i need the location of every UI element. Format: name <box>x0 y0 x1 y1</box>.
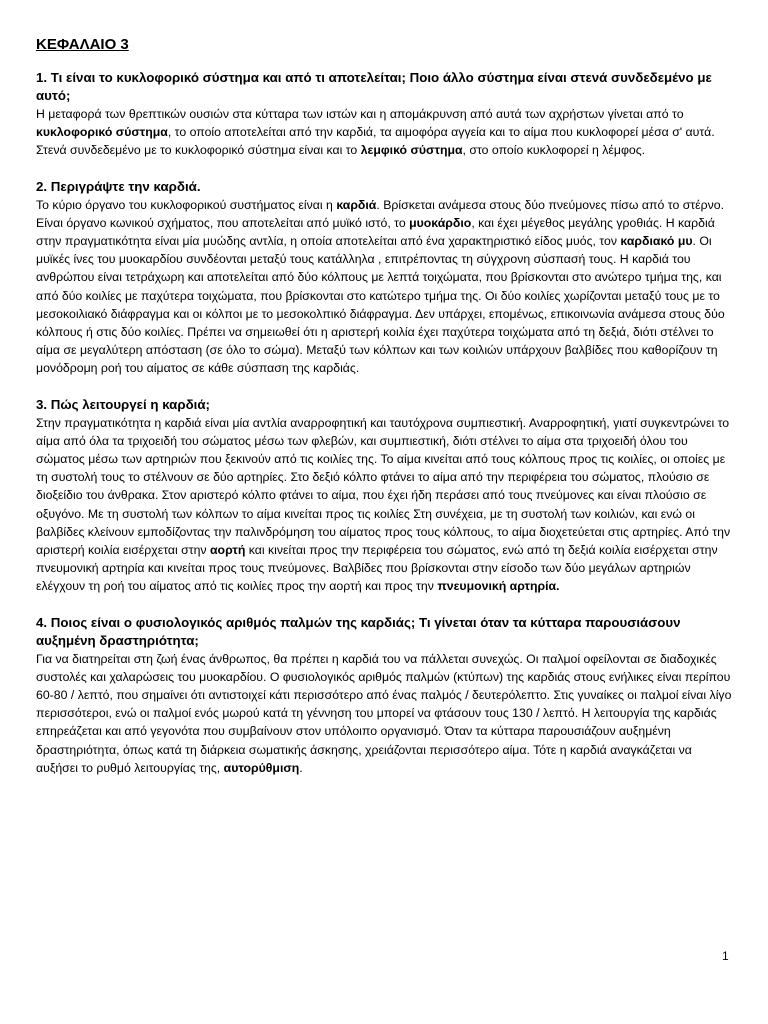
bold-term: μυοκάρδιο <box>409 215 472 230</box>
answer-text: , το οποίο αποτελείται από την καρδιά, τα αιμοφόρα αγγεία και το αίμα που κυκλοφορεί μέσα σ' αυτά. Στενά συνδεδεμένο με το κυκλοφορικό σύστημα είναι και το <box>36 125 715 158</box>
section-answer <box>36 650 734 777</box>
answer-text: . Οι μυϊκές ίνες του μυοκαρδίου συνδέονται μεταξύ τους κατάλληλα , επιτρέποντας τη σύγχρονη σύσπασή τους. Η καρδιά του ανθρώπου είναι τετράχωρη και αποτελείται από δύο κόλπους με λεπτά τοιχώματα, που βρίσκονται στο ανώτερο τμήμα της, και από δύο κοιλίες με παχύτερα τοιχώματα, που βρίσκονται στο κατώτερο τμήμα της. Οι δύο κοιλίες χωρίζονται μεταξύ τους με το μεσοκοιλιακό διάφραγμα και οι κόλποι με το μεσοκολπικό διάφραγμα. Δεν υπάρχει, επομένως, επικοινωνία ανάμεσα στους δύο κόλπους ή στις δύο κοιλίες. Πρέπει να σημειωθεί ότι η αριστερή κοιλία έχει παχύτερα τοιχώματα από τη δεξιά, διότι στέλνει το αίμα σε μεγαλύτερη απόσταση (σε όλο το σώμα). Μεταξύ των κόλπων και των κοιλιών υπάρχουν βαλβίδες που καθορίζουν τη μονόδρομη ροή του αίματος σε κάθε σύσπαση της καρδιάς. <box>36 234 725 376</box>
section-question: 2. Περιγράψτε την καρδιά. <box>36 178 201 194</box>
section-question: 4. Ποιος είναι ο φυσιολογικός αριθμός παλμών της καρδιάς; Τι γίνεται όταν τα κύτταρα παρουσιάσουν αυξημένη δραστηριότητα; <box>36 614 681 648</box>
page-number: 1 <box>722 949 729 963</box>
bold-term: αορτή <box>210 543 246 558</box>
bold-term: καρδιά <box>336 197 377 212</box>
section-question: 1. Τι είναι το κυκλοφορικό σύστημα και από τι αποτελείται; Ποιο άλλο σύστημα είναι στενά συνδεδεμένο με αυτό; <box>36 70 712 103</box>
chapter-title: ΚΕΦΑΛΑΙΟ 3 <box>36 36 129 53</box>
bold-term: πνευμονική αρτηρία. <box>437 579 560 594</box>
bold-term: κυκλοφορικό σύστημα <box>36 125 168 140</box>
section-1 <box>36 69 734 160</box>
answer-text: . Βρίσκεται ανάμεσα στους δύο πνεύμονες πίσω από το στέρνο. Είναι όργανο κωνικού σχήματος, που αποτελείται από μυϊκό ιστό, το <box>36 197 725 230</box>
section-answer <box>36 196 734 378</box>
section-3 <box>36 396 734 596</box>
section-2 <box>36 178 734 378</box>
bold-term: λεμφικό σύστημα <box>360 143 463 158</box>
section-answer <box>36 105 734 160</box>
answer-text: Η μεταφορά των θρεπτικών ουσιών στα κύτταρα των ιστών και η απομάκρυνση από αυτά των αχρήστων γίνεται από το <box>36 107 684 121</box>
section-4 <box>36 614 734 777</box>
answer-text: , και έχει μέγεθος μεγάλης γροθιάς. Η καρδιά στην πραγματικότητα είναι μία μυώδης αντλία, η οποία αποτελείται από ένα χαρακτηριστικό είδος μυός, τον <box>36 215 715 249</box>
section-answer <box>36 414 734 596</box>
document-page <box>36 36 734 795</box>
answer-text: και κινείται προς την περιφέρεια του σώματος, ενώ από τη δεξιά κοιλία εισέρχεται στην πνευμονική αρτηρία και κινείται προς τους πνεύμονες. Βαλβίδες που βρίσκονται στην είσοδο των δύο μεγάλων αρτηριών ελέγχουν τη ροή του αίματος από τις κοιλίες προς την αορτή και προς την <box>36 543 718 594</box>
answer-text: Στην πραγματικότητα η καρδιά είναι μία αντλία αναρροφητική και ταυτόχρονα συμπιεστική. Αναρροφητική, γιατί συγκεντρώνει το αίμα από όλα τα τριχοειδή του σώματος μέσω των φλεβών, και συμπιεστική, διότι στέλνει το αίμα στα τριχοειδή όλου του σώματος μέσω των αρτηριών που ξεκινούν από τις κοιλίες της. Το αίμα κινείται από τους κόλπους προς τις κοιλίες, οι οποίες με τη συστολή τους το στέλνουν σε δύο αρτηρίες. Στο δεξιό κόλπο φτάνει το αίμα από την περιφέρεια του σώματος, πλούσιο σε διοξείδιο του άνθρακα. Στον αριστερό κόλπο φτάνει το αίμα, που έχει ήδη περάσει από τους πνεύμονες και είναι πλούσιο σε οξυγόνο. Με τη συστολή των κόλπων το αίμα κινείται προς τις κοιλίες Στη συνέχεια, με τη συστολή των κοιλιών, και ενώ οι βαλβίδες κλείνουν εμποδίζοντας την παλινδρόμηση του αίματος προς τους κόλπους, το αίμα διοχετεύεται στις αρτηρίες. Από την αριστερή κοιλία εισέρχεται στην <box>36 415 731 558</box>
answer-text: , στο οποίο κυκλοφορεί η λέμφος. <box>462 143 646 158</box>
answer-text: . <box>299 760 303 775</box>
answer-text: Το κύριο όργανο του κυκλοφορικού συστήματος είναι η <box>36 197 337 212</box>
bold-term: καρδιακό μυ <box>620 234 693 249</box>
section-question: 3. Πώς λειτουργεί η καρδιά; <box>36 396 210 412</box>
answer-text: Για να διατηρείται στη ζωή ένας άνθρωπος, θα πρέπει η καρδιά του να πάλλεται συνεχώς. Οι παλμοί οφείλονται σε διαδοχικές συστολές και χαλαρώσεις του μυοκαρδίου. Ο φυσιολογικός αριθμός παλμών (κτύπων) της καρδιάς στους ενήλικες είναι περίπου 60-80 / λεπτό, που σημαίνει ότι αντιστοιχεί κάτι περισσότερο από ένας παλμός / δευτερόλεπτο. Στις γυναίκες οι παλμοί είναι λίγο περισσότεροι, ενώ οι παλμοί ενός μωρού κατά τη γέννηση του μπορεί να φτάσουν τους 130 / λεπτό. Η λειτουργία της καρδιάς επηρεάζεται και από γεγονότα που συμβαίνουν στον υπόλοιπο οργανισμό. Όταν τα κύτταρα παρουσιάζουν αυξημένη δραστηριότητα, όπως κατά τη διάρκεια σωματικής άσκησης, χρειάζονται περισσότερο αίμα. Τότε η καρδιά αναγκάζεται να αυξήσει το ρυθμό λειτουργίας της, <box>36 651 732 775</box>
bold-term: αυτορύθμιση <box>223 760 300 775</box>
